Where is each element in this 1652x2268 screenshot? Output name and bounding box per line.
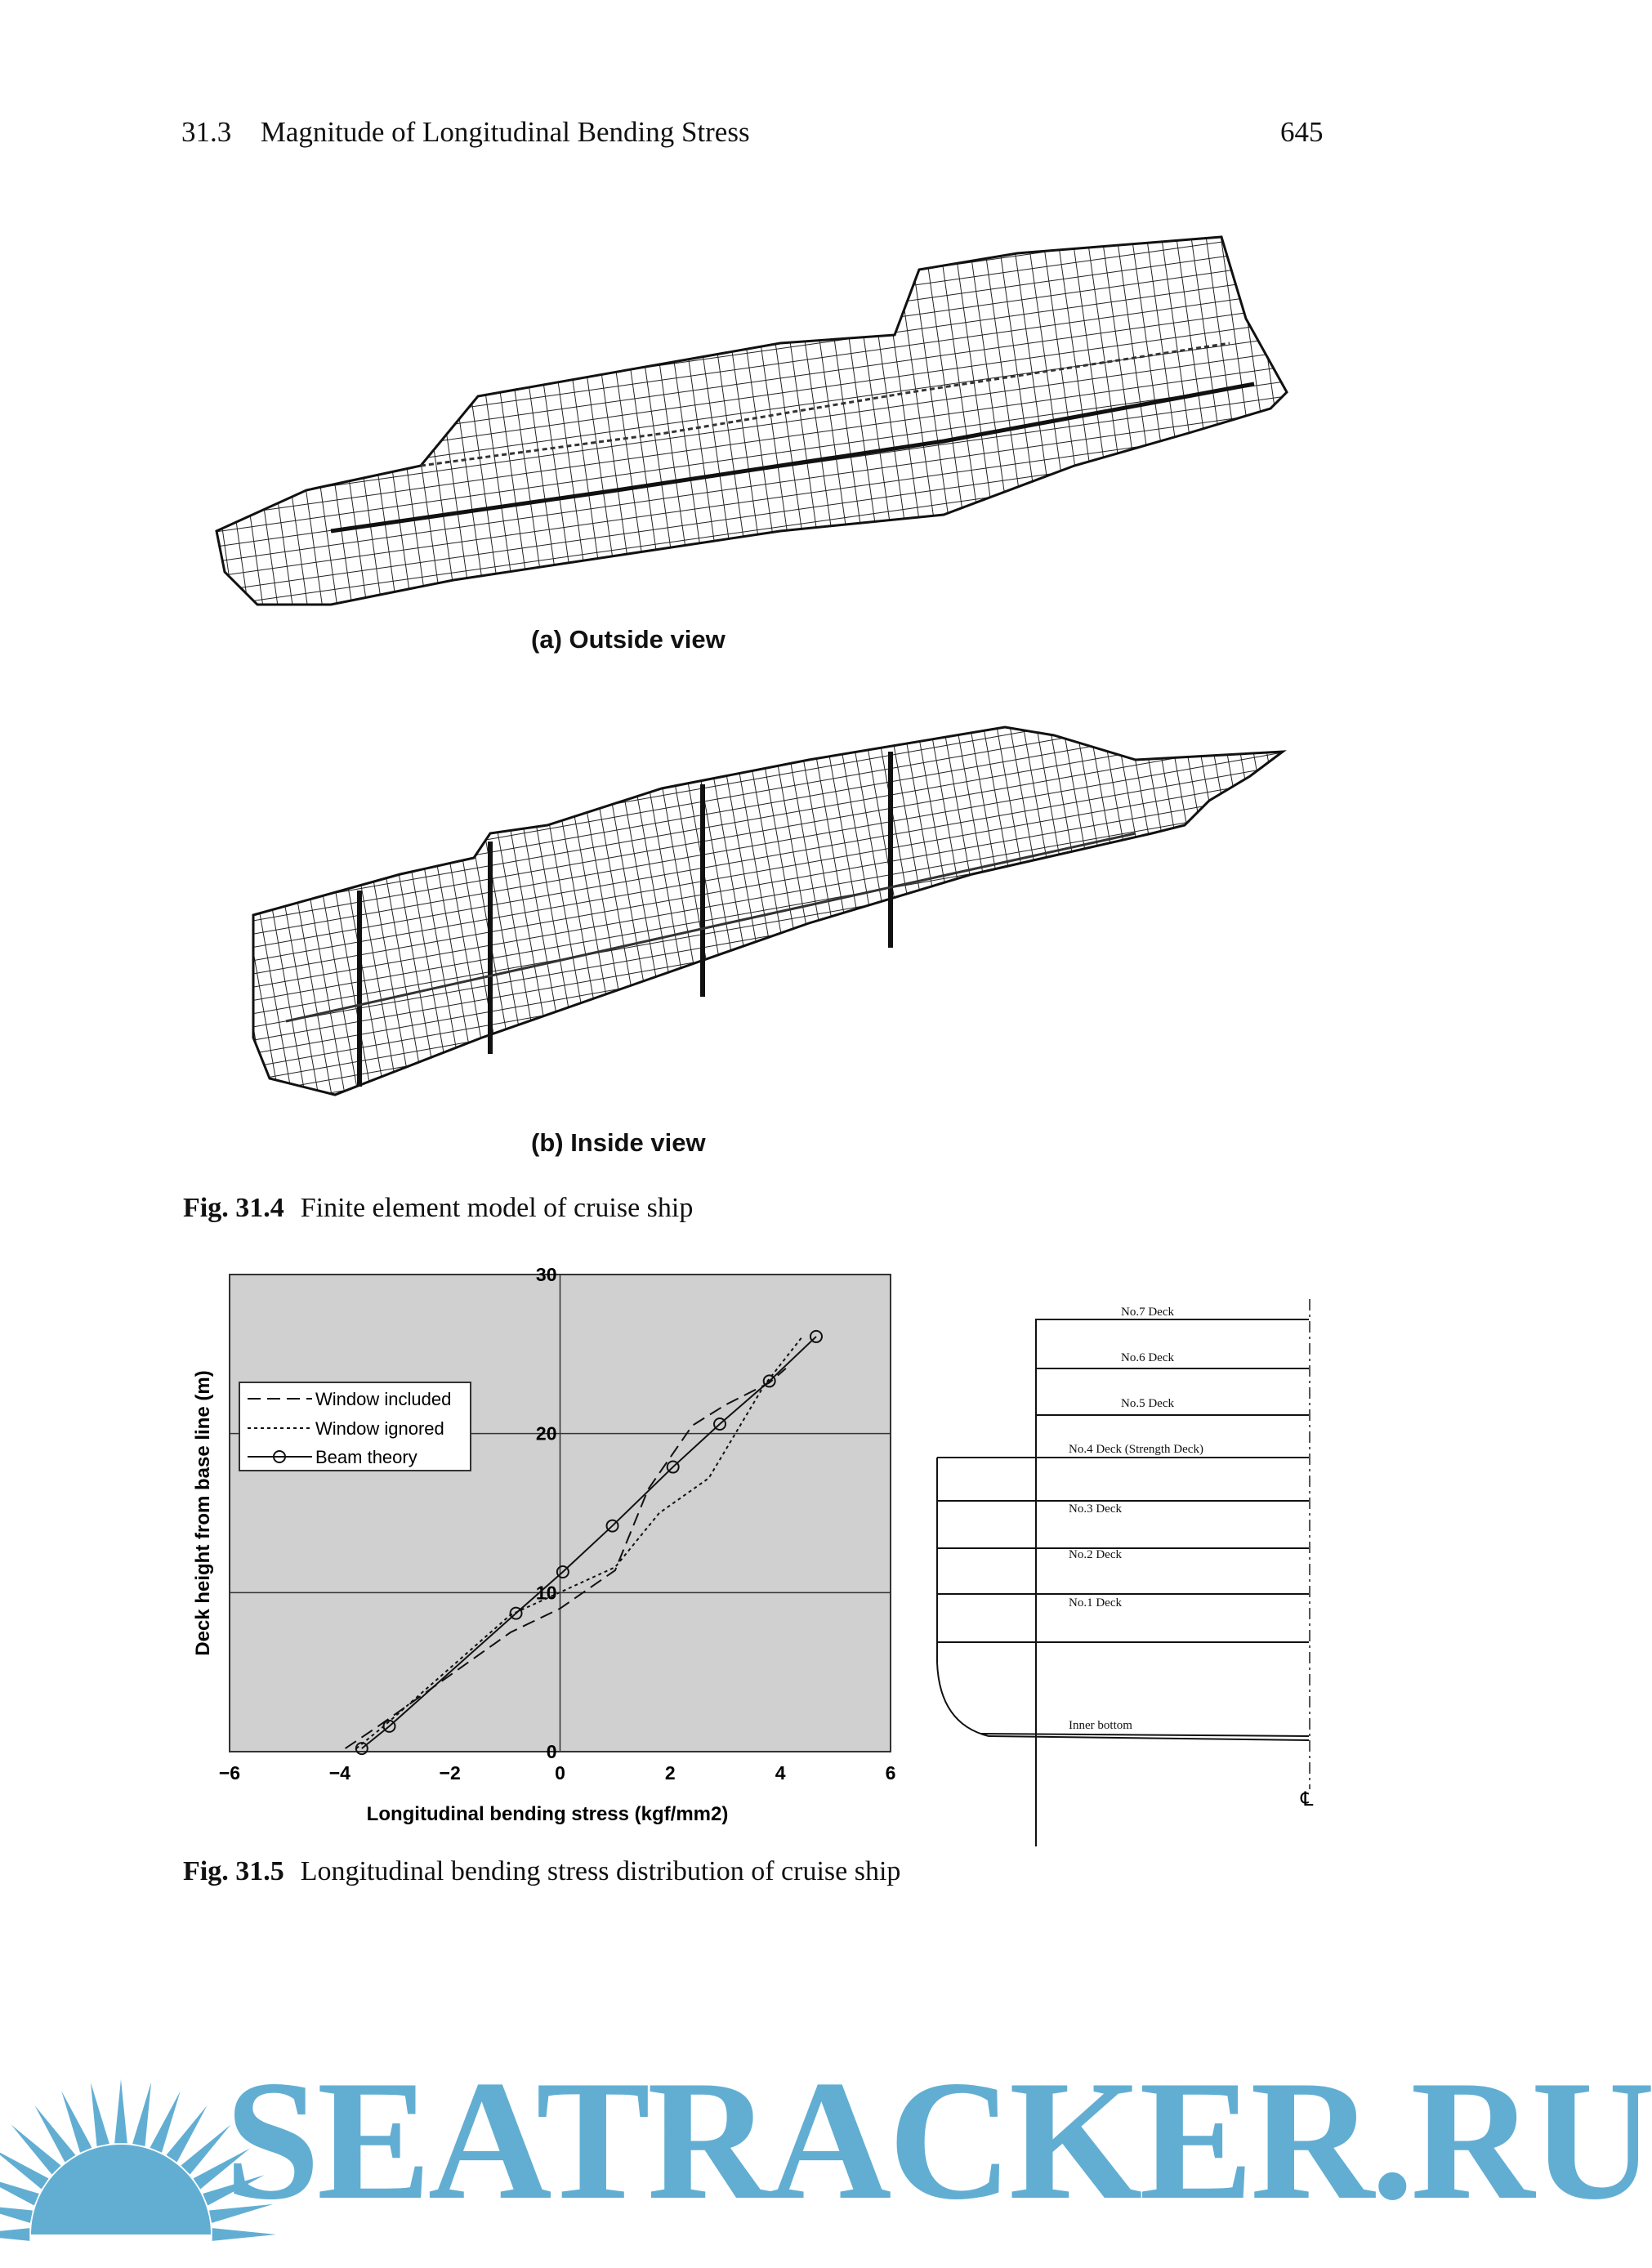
legend-beam-theory: Beam theory [315, 1447, 417, 1467]
sun-ray [91, 2083, 109, 2146]
bending-stress-chart [163, 1258, 915, 1846]
x-tick-label: 6 [885, 1762, 896, 1784]
sun-ray [132, 2083, 151, 2146]
hull-inside [253, 727, 1283, 1095]
sun-ray [150, 2091, 181, 2152]
page-number: 645 [1280, 116, 1324, 148]
y-tick-label: 10 [535, 1582, 557, 1604]
deck-label-no3: No.3 Deck [1069, 1502, 1122, 1516]
figure-31-5-label: Fig. 31.5 [183, 1856, 284, 1886]
y-axis-label: Deck height from base line (m) [192, 1370, 214, 1656]
sun-ray [0, 2228, 29, 2241]
x-tick-label: −4 [328, 1762, 350, 1784]
ship-inside-view-figure [237, 711, 1315, 1119]
x-tick-label: 2 [664, 1762, 676, 1784]
y-tick-label: 0 [546, 1741, 557, 1762]
sun-logo-icon [15, 2071, 227, 2267]
figure-31-4-text: Finite element model of cruise ship [300, 1193, 694, 1223]
deck-label-no2: No.2 Deck [1069, 1548, 1122, 1561]
deck-label-no6: No.6 Deck [1121, 1351, 1174, 1364]
section-title: Magnitude of Longitudinal Bending Stress [260, 116, 750, 148]
panel-b-label: (b) Inside view [531, 1128, 706, 1157]
sun-ray [114, 2079, 127, 2143]
sun-ray [0, 2204, 33, 2223]
y-tick-label: 30 [535, 1264, 557, 1285]
x-tick-label: 0 [555, 1762, 565, 1784]
x-tick-label: 4 [775, 1762, 786, 1784]
x-axis-label: Longitudinal bending stress (kgf/mm2) [366, 1803, 729, 1825]
chart-legend [239, 1382, 471, 1471]
figure-31-5-text: Longitudinal bending stress distribution of cruise ship [300, 1856, 901, 1886]
figure-31-4-label: Fig. 31.4 [183, 1193, 284, 1223]
figure-31-4-caption [183, 1193, 693, 1224]
deck-label-no4: No.4 Deck (Strength Deck) [1069, 1443, 1203, 1456]
midship-section-diagram [931, 1283, 1324, 1830]
watermark-text: SEATRACKER.RU [225, 2046, 1652, 2235]
hull-outside [217, 237, 1287, 605]
section-number: 31.3 [181, 116, 232, 148]
ship-outside-view-figure [208, 221, 1303, 637]
centerline-symbol: ℄ [1301, 1789, 1314, 1810]
legend-window-included: Window included [315, 1389, 452, 1409]
x-tick-label: −6 [218, 1762, 241, 1784]
running-header [181, 116, 750, 149]
deck-label-inner-bottom: Inner bottom [1069, 1719, 1132, 1732]
legend-window-ignored: Window ignored [315, 1418, 444, 1439]
deck-label-no1: No.1 Deck [1069, 1596, 1122, 1609]
x-tick-label: −2 [439, 1762, 461, 1784]
figure-31-5-caption [183, 1856, 900, 1887]
panel-a-label: (a) Outside view [531, 625, 726, 654]
deck-label-no5: No.5 Deck [1121, 1397, 1174, 1410]
sun-ray [61, 2091, 92, 2152]
deck-label-no7: No.7 Deck [1121, 1306, 1174, 1319]
y-tick-label: 20 [535, 1422, 557, 1444]
